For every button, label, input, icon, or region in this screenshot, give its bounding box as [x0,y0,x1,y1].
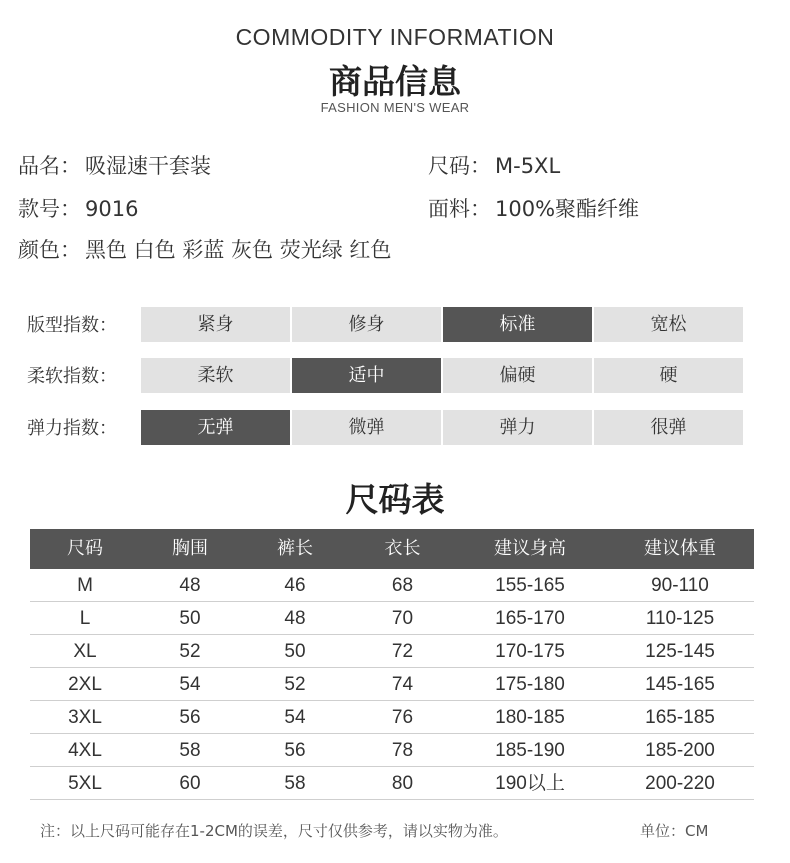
info-fabric-label: 面料： [428,197,491,221]
table-cell: 4XL [68,740,102,761]
info-size-label: 尺码： [428,154,491,178]
info-style-value: 9016 [85,197,139,221]
table-cell: 110-125 [645,608,715,629]
table-cell: 46 [284,575,306,596]
elasticity-option-1: 无弹 [141,410,290,445]
fit-index-row [0,307,790,342]
column-header-pants-length: 裤长 [277,538,313,559]
info-fabric-value: 100%聚酯纤维 [495,197,640,221]
footer-note: 注：以上尺码可能存在1-2CM的误差，尺寸仅供参考，请以实物为准。 [40,822,508,840]
header-title-en: COMMODITY INFORMATION [235,24,555,50]
table-cell: 145-165 [645,674,715,695]
table-row [30,767,754,800]
info-style [18,193,138,223]
table-cell: 50 [179,608,201,629]
table-cell: 52 [179,641,201,662]
table-cell: 70 [391,608,414,629]
fit-index-label: 版型指数： [27,315,117,336]
table-cell: 74 [391,674,414,695]
info-name-label: 品名： [18,154,81,178]
table-cell: XL [73,641,97,662]
table-cell: 185-200 [645,740,715,761]
table-cell: 190以上 [495,773,565,794]
column-header-chest: 胸围 [172,538,208,559]
elasticity-option-2: 微弹 [292,410,441,445]
table-cell: 58 [284,773,306,794]
size-table-header [30,529,754,569]
table-cell: 60 [179,773,201,794]
table-cell: 180-185 [495,707,565,728]
info-color-value: 黑色 白色 彩蓝 灰色 荧光绿 红色 [85,238,392,262]
table-cell: 50 [284,641,306,662]
table-cell: 200-220 [645,773,715,794]
softness-index-label: 柔软指数： [27,366,117,387]
softness-option-4: 硬 [594,358,743,393]
column-header-weight: 建议体重 [644,538,716,559]
table-cell: 155-165 [495,575,565,596]
footer-unit: 单位：CM [640,822,709,840]
table-cell: 72 [391,641,414,662]
info-color-label: 颜色： [18,238,81,262]
table-cell: 58 [179,740,201,761]
table-cell: 2XL [68,674,102,695]
table-cell: 170-175 [495,641,565,662]
size-table-body [30,569,754,800]
table-row [30,701,754,734]
column-header-height: 建议身高 [494,538,566,559]
table-row [30,668,754,701]
size-chart-title: 尺码表 [345,480,445,519]
header-title-cn: 商品信息 [329,62,461,101]
table-cell: 165-170 [495,608,565,629]
column-header-size: 尺码 [67,538,103,559]
table-cell: M [77,575,93,596]
table-cell: 78 [391,740,414,761]
table-cell: 48 [179,575,201,596]
info-size [428,150,560,180]
fit-option-4: 宽松 [594,307,743,342]
table-row [30,569,754,602]
table-cell: 185-190 [495,740,565,761]
table-cell: 175-180 [495,674,565,695]
table-cell: 52 [284,674,306,695]
elasticity-index-row [0,410,790,445]
elasticity-index-label: 弹力指数： [27,418,117,439]
table-cell: 76 [391,707,414,728]
info-size-value: M-5XL [495,154,561,178]
table-cell: 125-145 [645,641,715,662]
softness-option-1: 柔软 [141,358,290,393]
table-cell: 56 [284,740,306,761]
info-name-value: 吸湿速干套装 [85,154,211,178]
table-cell: 80 [391,773,414,794]
header-subtitle: FASHION MEN'S WEAR [320,100,470,115]
table-cell: 56 [179,707,201,728]
table-cell: 54 [179,674,201,695]
fit-option-3: 标准 [443,307,592,342]
size-table [30,529,754,800]
softness-index-row [0,358,790,393]
info-name [18,150,211,180]
fit-option-2: 修身 [292,307,441,342]
table-row [30,635,754,668]
table-cell: 48 [284,608,306,629]
softness-option-2: 适中 [292,358,441,393]
table-cell: 68 [391,575,414,596]
elasticity-option-3: 弹力 [443,410,592,445]
info-style-label: 款号： [18,197,81,221]
table-cell: 90-110 [651,575,709,596]
table-cell: 3XL [68,707,102,728]
table-cell: 5XL [68,773,102,794]
info-fabric [428,193,639,223]
table-row [30,734,754,767]
table-cell: 165-185 [645,707,715,728]
info-color [18,234,391,264]
table-row [30,602,754,635]
softness-option-3: 偏硬 [443,358,592,393]
column-header-top-length: 衣长 [384,538,421,559]
table-cell: L [79,608,91,629]
fit-option-1: 紧身 [141,307,290,342]
table-cell: 54 [284,707,306,728]
elasticity-option-4: 很弹 [594,410,743,445]
